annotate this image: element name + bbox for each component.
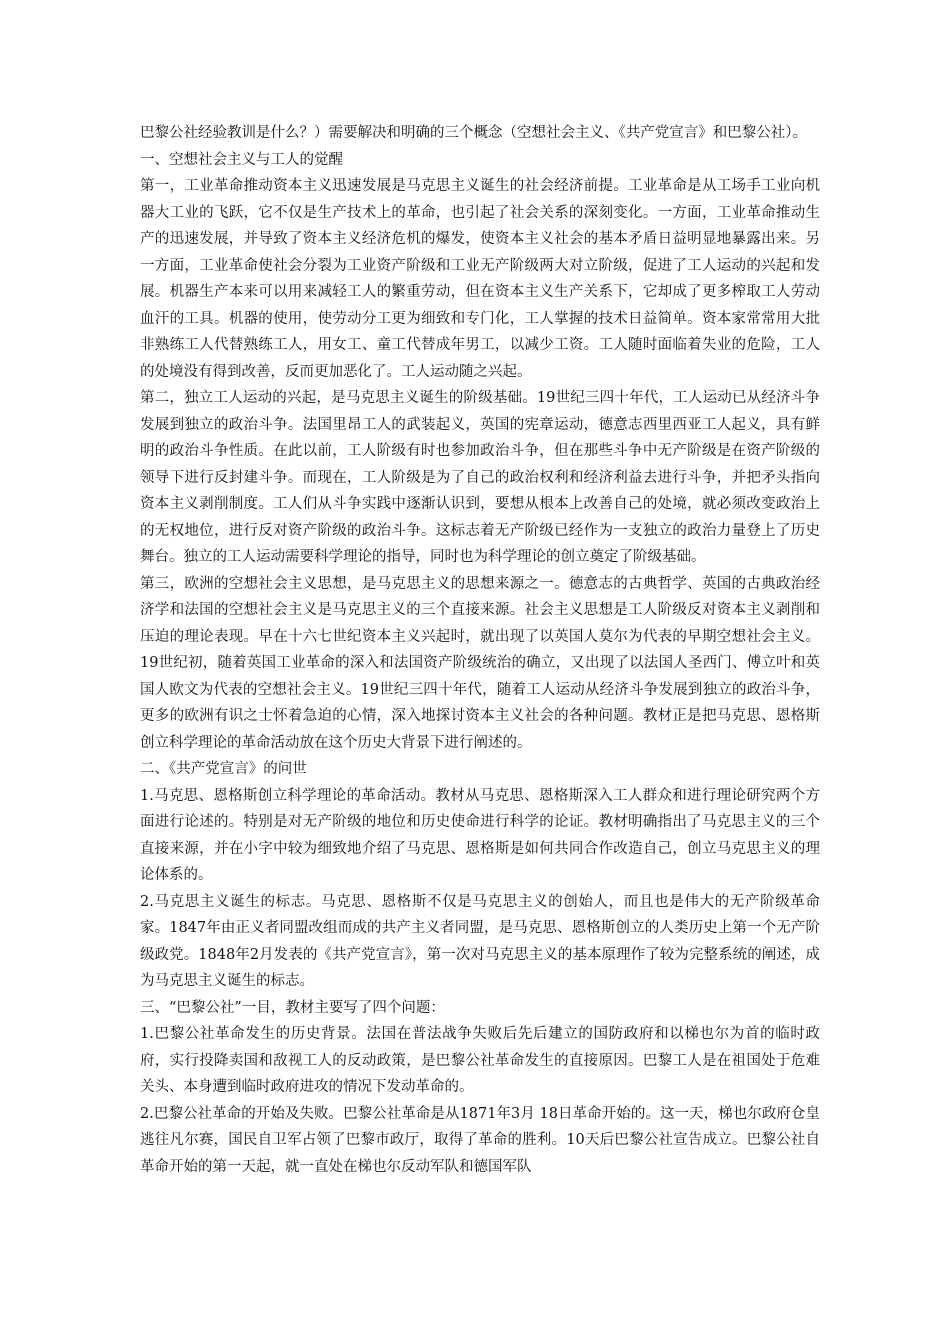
paragraph-third-point: 第三，欧洲的空想社会主义思想，是马克思主义的思想来源之一。德意志的古典哲学、英国的古典政治经济学和法国的空想社会主义是马克思主义的三个直接来源。社会主义思想是工人阶级反对资本主义剥削和压迫的理论表现。早在十六七世纪资本主义兴起时，就出现了以英国人莫尔为代表的早期空想社会主义。19世纪初，随着英国工业革命的深入和法国资产阶级统治的确立，又出现了以法国人圣西门、傅立叶和英国人欧文为代表的空想社会主义。19世纪三四十年代，随着工人运动从经济斗争发展到独立的政治斗争，更多的欧洲有识之士怀着急迫的心情，深入地探讨资本主义社会的各种问题。教材正是把马克思、恩格斯创立科学理论的革命活动放在这个历史大背景下进行阐述的。 (140, 575, 820, 751)
paragraph-item-2-1: 1.马克思、恩格斯创立科学理论的革命活动。教材从马克思、恩格斯深入工人群众和进行理论研究两个方面进行论述的。特别是对无产阶级的地位和历史使命进行科学的论证。教材明确指出了马克思主义的三个直接来源，并在小字中较为细致地介绍了马克思、恩格斯是如何共同合作改造自己，创立马克思主义的理论体系的。 (140, 787, 820, 883)
document-body (140, 120, 820, 1180)
heading-section-2: 二、《共产党宣言》的问世 (140, 761, 307, 777)
heading-section-1: 一、空想社会主义与工人的觉醒 (140, 151, 343, 168)
paragraph-item-3-1: 1.巴黎公社革命发生的历史背景。法国在普法战争失败后先后建立的国防政府和以梯也尔为首的临时政府，实行投降卖国和敌视工人的反动政策，是巴黎公社革命发生的直接原因。巴黎工人是在祖国处于危难关头、本身遭到临时政府进攻的情况下发动革命的。 (140, 1026, 820, 1095)
paragraph-item-3-2: 2.巴黎公社革命的开始及失败。巴黎公社革命是从1871年3月 18日革命开始的。这一天，梯也尔政府仓皇逃往凡尔赛，国民自卫军占领了巴黎市政厅，取得了革命的胜利。10天后巴黎公社宣告成立。巴黎公社自革命开始的第一天起，就一直处在梯也尔反动军队和德国军队 (140, 1105, 820, 1175)
heading-section-3: 三、“巴黎公社”一目，教材主要写了四个问题： (140, 999, 445, 1016)
paragraph-item-2-2: 2.马克思主义诞生的标志。马克思、恩格斯不仅是马克思主义的创始人，而且也是伟大的无产阶级革命家。1847年由正义者同盟改组而成的共产主义者同盟，是马克思、恩格斯创立的人类历史上第一个无产阶级政党。1848年2月发表的《共产党宣言》，第一次对马克思主义的基本原理作了较为完整系统的阐述，成为马克思主义诞生的标志。 (140, 893, 820, 989)
paragraph-first-point: 第一，工业革命推动资本主义迅速发展是马克思主义诞生的社会经济前提。工业革命是从工场手工业向机器大工业的飞跃，它不仅是生产技术上的革命，也引起了社会关系的深刻变化。一方面，工业革命推动生产的迅速发展，并导致了资本主义经济危机的爆发，使资本主义社会的基本矛盾日益明显地暴露出来。另一方面，工业革命使社会分裂为工业资产阶级和工业无产阶级两大对立阶级，促进了工人运动的兴起和发展。机器生产本来可以用来减轻工人的繁重劳动，但在资本主义生产关系下，它却成了更多榨取工人劳动血汗的工具。机器的使用，使劳动分工更为细致和专门化，工人掌握的技术日益简单。资本家常常用大批非熟练工人代替熟练工人，用女工、童工代替成年男工，以减少工资。工人随时面临着失业的危险，工人的处境没有得到改善，反而更加恶化了。工人运动随之兴起。 (140, 178, 820, 380)
paragraph-second-point: 第二，独立工人运动的兴起，是马克思主义诞生的阶级基础。19世纪三四十年代，工人运动已从经济斗争发展到独立的政治斗争。法国里昂工人的武装起义，英国的宪章运动，德意志西里西亚工人起义，具有鲜明的政治斗争性质。在此以前，工人阶级有时也参加政治斗争，但在那些斗争中无产阶级是在资产阶级的领导下进行反封建斗争。而现在，工人阶级是为了自己的政治权利和经济利益去进行斗争，并把矛头指向资本主义剥削制度。工人们从斗争实践中逐渐认识到，要想从根本上改善自己的处境，就必须改变政治上的无权地位，进行反对资产阶级的政治斗争。这标志着无产阶级已经作为一支独立的政治力量登上了历史舞台。独立的工人运动需要科学理论的指导，同时也为科学理论的创立奠定了阶级基础。 (140, 390, 820, 565)
paragraph-intro: 巴黎公社经验教训是什么？）需要解决和明确的三个概念（空想社会主义、《共产党宣言》和巴黎公社）。 (140, 125, 807, 141)
